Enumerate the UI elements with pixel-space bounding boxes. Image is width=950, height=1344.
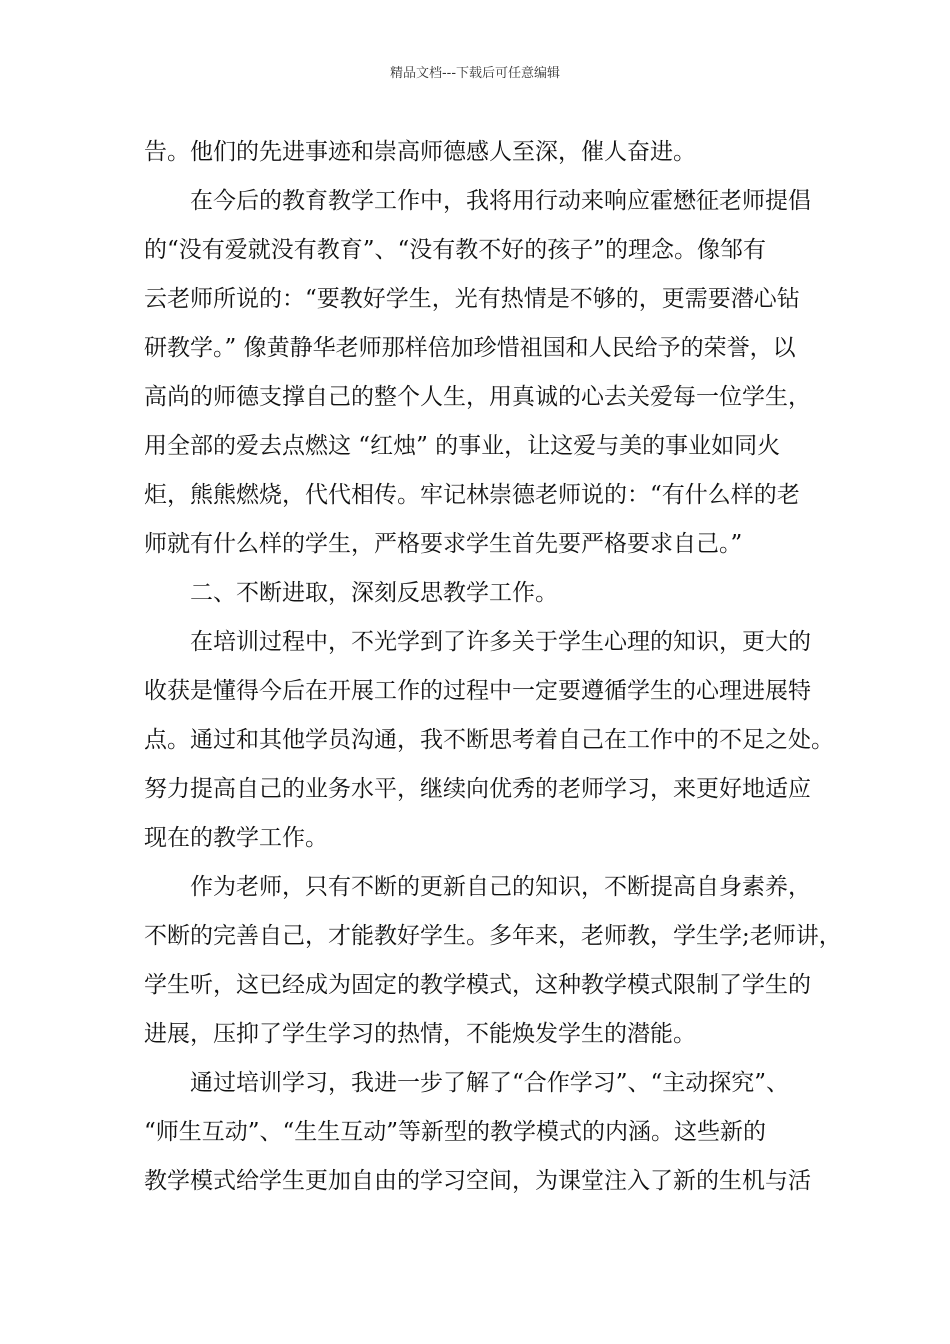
document-body (144, 128, 844, 1206)
text-line: 炬，熊熊燃烧，代代相传。牢记林崇德老师说的：“有什么样的老 (144, 482, 800, 508)
text-line: 通过培训学习，我进一步了解了“合作学习”、“主动探究”、 (190, 1070, 790, 1096)
text-line: 云老师所说的：“要教好学生，光有热情是不够的，更需要潜心钻 (144, 286, 800, 312)
text-line: 努力提高自己的业务水平，继续向优秀的老师学习，来更好地适应 (144, 776, 811, 802)
text-line: 现在的教学工作。 (144, 825, 328, 851)
text-line: 作为老师，只有不断的更新自己的知识，不断提高自身素养， (190, 874, 811, 900)
text-line: 研教学。” 像黄静华老师那样倍加珍惜祖国和人民给予的荣誉，以 (144, 335, 796, 361)
text-line: 用全部的爱去点燃这 “红烛” 的事业，让这爱与美的事业如同火 (144, 433, 781, 459)
text-line: 不断的完善自己，才能教好学生。多年来，老师教，学生学;老师讲， (144, 923, 842, 949)
text-line: 高尚的师德支撑自己的整个人生，用真诚的心去关爱每一位学生， (144, 384, 811, 410)
text-line: 师就有什么样的学生，严格要求学生首先要严格要求自己。” (144, 531, 743, 557)
text-line: 学生听，这已经成为固定的教学模式，这种教学模式限制了学生的 (144, 972, 811, 998)
page-header: 精品文档---下载后可任意编辑 (389, 66, 561, 81)
text-line: 点。通过和其他学员沟通，我不断思考着自己在工作中的不足之处。 (144, 727, 834, 753)
text-line: 告。他们的先进事迹和崇高师德感人至深，催人奋进。 (144, 139, 696, 165)
text-line: 在培训过程中，不光学到了许多关于学生心理的知识，更大的 (190, 629, 811, 655)
text-line: 的“没有爱就没有教育”、“没有教不好的孩子”的理念。像邹有 (144, 237, 767, 263)
text-line: “师生互动”、“生生互动”等新型的教学模式的内涵。这些新的 (144, 1119, 767, 1145)
text-line: 教学模式给学生更加自由的学习空间，为课堂注入了新的生机与活 (144, 1168, 811, 1194)
text-line: 在今后的教育教学工作中，我将用行动来响应霍懋征老师提倡 (190, 188, 811, 214)
text-line: 收获是懂得今后在开展工作的过程中一定要遵循学生的心理进展特 (144, 678, 811, 704)
text-line: 进展，压抑了学生学习的热情，不能焕发学生的潜能。 (144, 1021, 696, 1047)
text-line: 二、不断进取，深刻反思教学工作。 (190, 580, 558, 606)
